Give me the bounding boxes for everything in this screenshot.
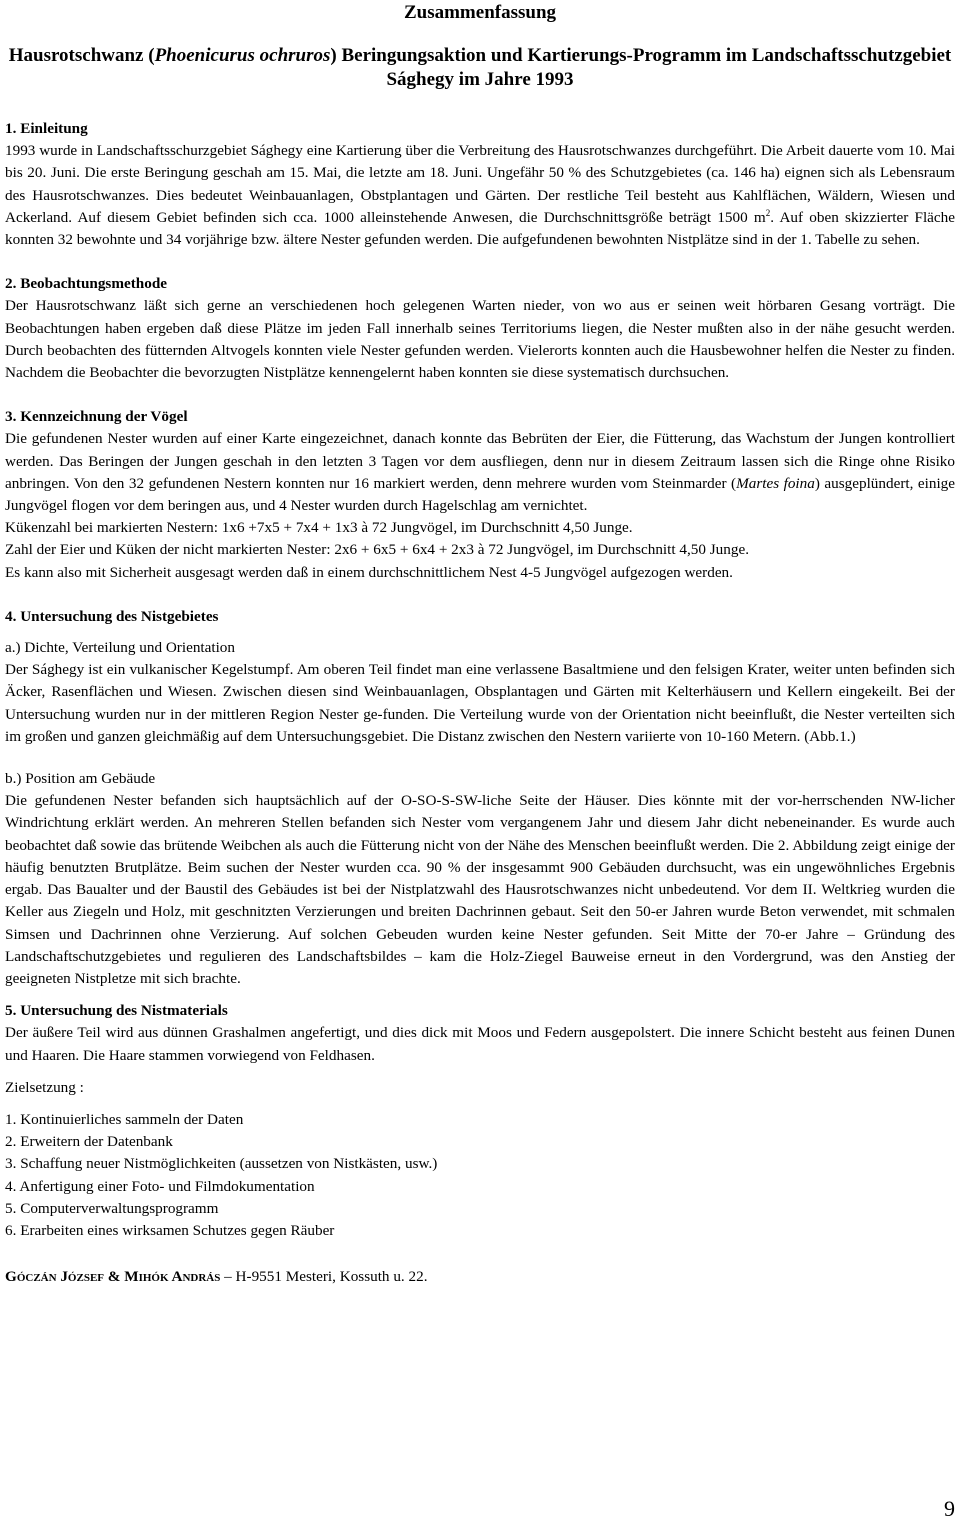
section-method bbox=[5, 273, 955, 384]
goal-item: 2. Erweitern der Datenbank bbox=[5, 1133, 173, 1151]
goal-item: 5. Computerverwaltungsprogramm bbox=[5, 1199, 219, 1217]
position-paragraph: Die gefundenen Nester befanden sich hauptsächlich auf der O-SO-S-SW-liche Seite der Häuser. Dies könnte mit der vor-herrschenden NW-licher Windrichtung erklärt werden. An mehreren Stellen befanden sich Nester vom vergangenem Jahr und diesem Jahr dicht nebeneinander. Es wurde auch beobachtet daß sowie das brütende Weibchen als auch die Fütterung nicht von der Nähe des Menschen beeinflußt werden. Die 2. Abbildung zeigt einige der häufig benutzten Brutplätze. Beim suchen der Nester wurden cca. 90 % der insgesammt 900 Gebäuden durchsucht, was ein ungewöhnliches Ergebnis ergab. Das Baualter und der Baustil des Gebäudes ist bei der Nistplatzwahl des Hausrotschwanzes nicht unbedeutend. Vor dem II. Weltkrieg wurden die Keller aus Ziegeln und Holz, mit geschnitzten Verzierungen und breiten Dachrinnen gebaut. Seit den 50-er Jahren wurde Beton verwendet, mit schmalen Simsen und Dachrinnen ohne Verzierung. Auf solchen Gebeuden wurden keine Nester gefunden. Seit Mitte der 70-er Jahre – Gründung des Landschaftschutzgebietes und regulieren des Landschaftsbildes – kam die Holz-Ziegel Bauweise erneut in den Vordergrund, was den Anstieg der geeigneten Nistpletze mit sich brachte. bbox=[5, 792, 955, 987]
density-paragraph: Der Sághegy ist ein vulkanischer Kegelstumpf. Am oberen Teil findet man eine verlassene Basaltmiene und den felsigen Krater, weiter unten befinden sich Äcker, Rasenflächen und Wiesen. Zwischen diesen sind Weinbauanlagen, Obsplantagen und Gärten mit Kelterhäusern und Kellern eingekeilt. Bei der Untersuchung wurden nur in der mittleren Region Nester ge-funden. Die Verteilung wurde von der Orientation nicht beeinflußt, die Nester verteilten sich im großen und ganzen gleichmäßig auf dem Untersuchungsgebiet. Die Distanz zwischen den Nestern variierte von 10-160 Metern. (Abb.1.) bbox=[5, 661, 955, 745]
section-title-marking bbox=[5, 406, 955, 428]
section-label-marking: Kennzeichnung der Vögel bbox=[20, 408, 188, 426]
section-introduction bbox=[5, 118, 955, 251]
square-meter-superscript: 2 bbox=[765, 207, 771, 218]
author-separator: & bbox=[104, 1268, 125, 1286]
marking-text: Die gefundenen Nester wurden auf einer Karte eingezeichnet, danach konnte das Bebrüten der Eier, die Fütterung, das Wachstum der Jungen kontrolliert werden. Das Beringen der Jungen geschah in den letzten 3 Tagen vor dem ausfliegen, denn nur in diesem Zeitraum lassen sich die Ringe ohne Risiko anbringen. Von den 32 gefundenen Nestern konnten nur 16 markiert werden, denn mehrere wurden vom Steinmarder ( bbox=[5, 430, 955, 492]
goal-item: 4. Anfertigung einer Foto- und Filmdokumentation bbox=[5, 1177, 315, 1195]
subtitle-text-start: Hausrotschwanz ( bbox=[8, 45, 155, 66]
goal-item: 3. Schaffung neuer Nistmöglichkeiten (aussetzen von Nistkästen, usw.) bbox=[5, 1155, 438, 1173]
subsection-title-density: a.) Dichte, Verteilung und Orientation bbox=[5, 639, 235, 657]
section-title-introduction: 1. Einleitung bbox=[5, 120, 88, 137]
subsection-title-position: b.) Position am Gebäude bbox=[5, 770, 156, 788]
section-label-method: Beobachtungsmethode bbox=[20, 275, 168, 293]
subsection-density bbox=[5, 637, 955, 748]
section-label-nest-material: Untersuchung des Nistmaterials bbox=[20, 1002, 228, 1020]
chick-count-unmarked: Zahl der Eier und Küken der nicht markierten Nester: 2x6 + 6x5 + 6x4 + 2x3 à 72 Jungvögel, im Durchschnitt 4,50 Junge. bbox=[5, 541, 749, 559]
section-number-marking: 3. bbox=[5, 408, 21, 426]
marking-conclusion: Es kann also mit Sicherheit ausgesagt werden daß in einem durchschnittlichem Nest 4-5 Jungvögel aufgezogen werden. bbox=[5, 563, 733, 581]
author-line bbox=[5, 1266, 955, 1288]
marking-paragraph bbox=[5, 428, 955, 517]
section-nesting-area bbox=[5, 606, 955, 990]
section-marking bbox=[5, 406, 955, 584]
section-nest-material bbox=[5, 1000, 955, 1067]
introduction-text-end: . Auf oben skizzierter Fläche konnten 32 bewohnte und 34 vorjährige bzw. ältere Nester gefunden werden. Die aufgefundenen bewohnten Nistplätze sind in der 1. Tabelle zu sehen. bbox=[5, 208, 955, 249]
subsection-position bbox=[5, 768, 955, 990]
page-title: Zusammenfassung bbox=[403, 2, 557, 23]
marking-text-end: ) ausgeplündert, einige Jungvögel flogen vor dem beringen aus, und 4 Nester wurden durch Hagelschlag am vernichtet. bbox=[5, 474, 956, 515]
author-name: Mihók András bbox=[124, 1268, 221, 1286]
page-number: 9 bbox=[944, 1496, 955, 1521]
section-title-nesting-area: 4. Untersuchung des Nistgebietes bbox=[5, 607, 219, 625]
method-paragraph: Der Hausrotschwanz läßt sich gerne an verschiedenen hoch gelegenen Warten nieder, von wo aus er seinen weit hörbaren Gesang vorträgt. Die Beobachtungen haben ergeben daß diese Plätze im jeden Fall innerhalb seines Territoriums liegen, die Nester mußten also in der nähe gesucht werden. Durch beobachten des fütternden Altvogels konnten viele Nester gefunden werden. Vielerorts konnten auch die Hausbewohner helfen die Nester zu finden. Nachdem die Beobachter die bevorzugten Nistplätze kennengelernt haben konnten sie diese systematisch durchsuchen. bbox=[5, 297, 955, 382]
document-subtitle bbox=[5, 44, 955, 92]
goals-title: Zielsetzung : bbox=[5, 1078, 84, 1096]
section-number-method: 2. bbox=[5, 275, 21, 293]
section-title-method bbox=[5, 273, 955, 295]
introduction-paragraph bbox=[5, 140, 955, 251]
goals-list bbox=[5, 1109, 955, 1242]
goal-item: 1. Kontinuierliches sammeln der Daten bbox=[5, 1110, 244, 1128]
subtitle-species-name: Phoenicurus ochruros bbox=[154, 45, 331, 66]
introduction-text: 1993 wurde in Landschaftsschurzgebiet Sághegy eine Kartierung über die Verbreitung des Hausrotschwanzes durchgeführt. Die Arbeit dauerte vom 10. Mai bis 20. Juni. Die erste Beringung geschah am 15. Mai, die letzte am 18. Juni. Ungefähr 50 % des Schutzgebietes (ca. 146 ha) eignen sich als Lebensraum des Hausrotschwanzes. Dies bedeutet Weinbauanlagen, Obstplantagen und Gärten. Der restliche Teil besteht aus Kahlflächen, Wäldern, Wiesen und Ackerland. Auf diesem Gebiet befinden sich cca. 1000 alleinstehende Anwesen, die Durchschnittsgröße beträgt 1500 m bbox=[5, 142, 955, 226]
subtitle-text-end: ) Beringungsaktion und Kartierungs-Programm im Landschaftsschutzgebiet Sághegy im Jahre 1993 bbox=[330, 45, 952, 90]
chick-count-marked: Kükenzahl bei markierten Nestern: 1x6 +7x5 + 7x4 + 1x3 à 72 Jungvögel, im Durchschnitt 4,50 Junge. bbox=[5, 519, 633, 537]
section-number-nest-material: 5. bbox=[5, 1002, 21, 1020]
section-title-nest-material bbox=[5, 1000, 955, 1022]
nest-material-paragraph: Der äußere Teil wird aus dünnen Grashalmen angefertigt, und dies dick mit Moos und Federn ausgepolstert. Die innere Schicht besteht aus feinen Dunen und Haaren. Die Haare stammen vorwiegend von Feldhasen. bbox=[5, 1024, 955, 1064]
author-name: Góczán József bbox=[5, 1268, 104, 1286]
goals-section bbox=[5, 1077, 955, 1242]
author-address: – H-9551 Mesteri, Kossuth u. 22. bbox=[220, 1268, 428, 1286]
marten-species-name: Martes foina bbox=[736, 474, 815, 492]
goal-item: 6. Erarbeiten eines wirksamen Schutzes gegen Räuber bbox=[5, 1221, 335, 1239]
